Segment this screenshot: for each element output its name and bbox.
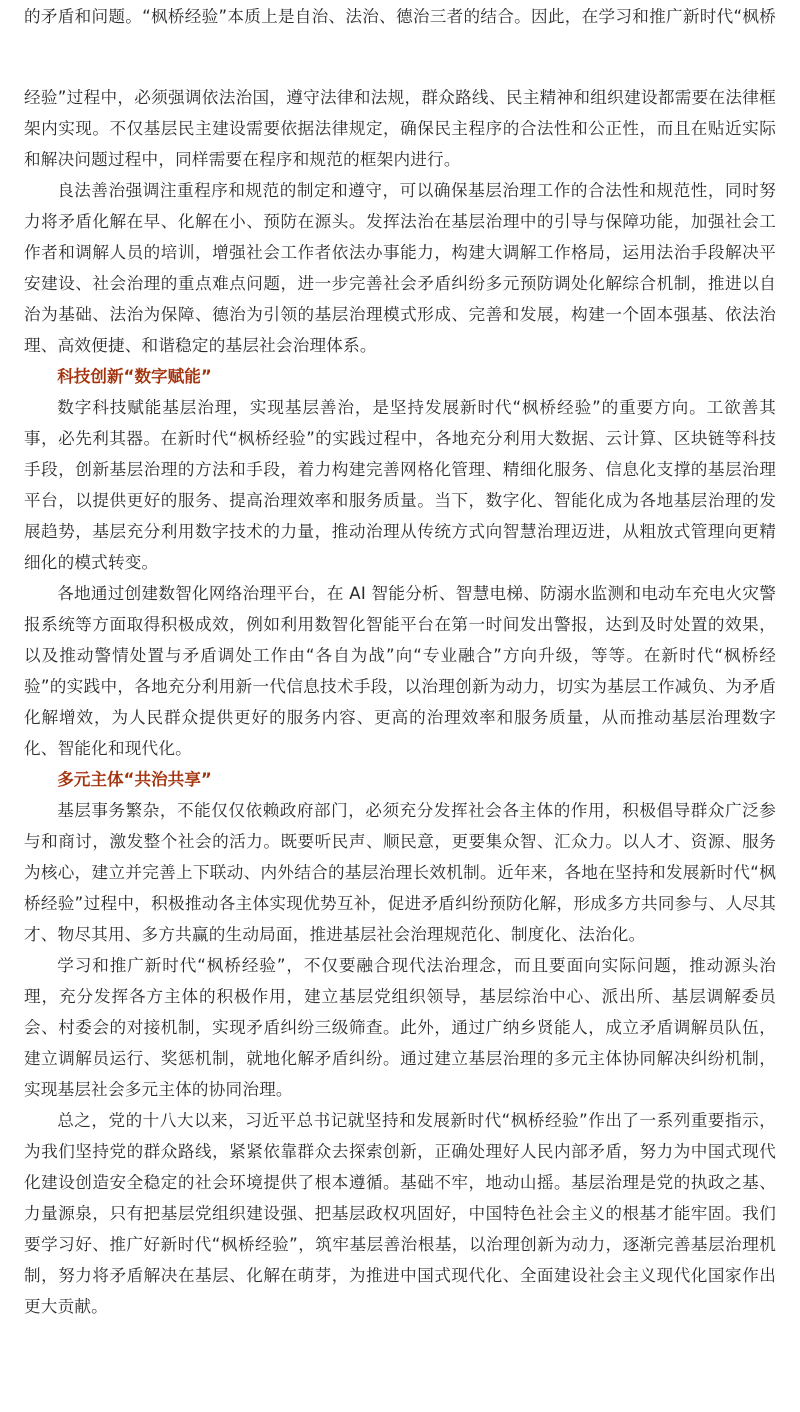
paragraph-conclusion: 总之，党的十八大以来，习近平总书记就坚持和发展新时代“枫桥经验”作出了一系列重要指示，为我们坚持党的群众路线，紧紧依靠群众去探索创新，正确处理好人民内部矛盾，努力为中国式现代化建设创造安全稳定的社会环境提供了根本遵循。基础不牢，地动山摇。基层治理是党的执政之基、力量源泉，只有把基层党组织建设强、把基层政权巩固好，中国特色社会主义的根基才能牢固。我们要学习好、推广好新时代“枫桥经验”，筑牢基层善治根基，以治理创新为动力，逐渐完善基层治理机制，努力将矛盾解决在基层、化解在萌芽，为推进中国式现代化、全面建设社会主义现代化国家作出更大贡献。 <box>24 1111 776 1316</box>
section-heading-co-governance: 多元主体“共治共享” <box>57 770 212 789</box>
paragraph-continuation: 经验”过程中，必须强调依法治国，遵守法律和法规，群众路线、民主精神和组织建设都需要在法律框架内实现。不仅基层民主建设需要依据法律规定，确保民主程序的合法性和公正性，而且在贴近实际和解决问题过程中，同样需要在程序和规范的框架内进行。 <box>24 88 776 169</box>
paragraph-rule-of-law: 良法善治强调注重程序和规范的制定和遵守，可以确保基层治理工作的合法性和规范性，同时努力将矛盾化解在早、化解在小、预防在源头。发挥法治在基层治理中的引导与保障功能，加强社会工作者和调解人员的培训，增强社会工作者依法办事能力，构建大调解工作格局，运用法治手段解决平安建设、社会治理的重点难点问题，进一步完善社会矛盾纠纷多元预防调处化解综合机制，推进以自治为基础、法治为保障、德治为引领的基层治理模式形成、完善和发展，构建一个固本强基、依法治理、高效便捷、和谐稳定的基层社会治理体系。 <box>24 181 776 355</box>
section-heading-digital-empowerment: 科技创新“数字赋能” <box>57 367 212 386</box>
top-fragment-line: 的矛盾和问题。“枫桥经验”本质上是自治、法治、德治三者的结合。因此，在学习和推广新时代“枫桥 <box>24 7 776 26</box>
paragraph-digital-governance: 数字科技赋能基层治理，实现基层善治，是坚持发展新时代“枫桥经验”的重要方向。工欲善其事，必先利其器。在新时代“枫桥经验”的实践过程中，各地充分利用大数据、云计算、区块链等科技手段，创新基层治理的方法和手段，着力构建完善网格化管理、精细化服务、信息化支撑的基层治理平台，以提供更好的服务、提高治理效率和服务质量。当下，数字化、智能化成为各地基层治理的发展趋势，基层充分利用数字技术的力量，推动治理从传统方式向智慧治理迈进，从粗放式管理向更精细化的模式转变。 <box>24 398 776 572</box>
page-gap <box>24 32 776 82</box>
paragraph-smart-platforms: 各地通过创建数智化网络治理平台，在 AI 智能分析、智慧电梯、防溺水监测和电动车充电火灾警报系统等方面取得积极成效，例如利用数智化智能平台在第一时间发出警报，达到及时处置的效果，以及推动警情处置与矛盾调处工作由“各自为战”向“专业融合”方向升级，等等。在新时代“枫桥经验”的实践中，各地充分利用新一代信息技术手段，以治理创新为动力，切实为基层工作减负、为矛盾化解增效，为人民群众提供更好的服务内容、更高的治理效率和服务质量，从而推动基层治理数字化、智能化和现代化。 <box>24 584 776 758</box>
paragraph-source-governance: 学习和推广新时代“枫桥经验”，不仅要融合现代法治理念，而且要面向实际问题，推动源头治理，充分发挥各方主体的积极作用，建立基层党组织领导，基层综治中心、派出所、基层调解委员会、村委会的对接机制，实现矛盾纠纷三级筛查。此外，通过广纳乡贤能人，成立矛盾调解员队伍，建立调解员运行、奖惩机制，就地化解矛盾纠纷。通过建立基层治理的多元主体协同解决纠纷机制，实现基层社会多元主体的协同治理。 <box>24 956 776 1099</box>
paragraph-multi-stakeholder: 基层事务繁杂，不能仅仅依赖政府部门，必须充分发挥社会各主体的作用，积极倡导群众广泛参与和商讨，激发整个社会的活力。既要听民声、顺民意，更要集众智、汇众力。以人才、资源、服务为核心，建立并完善上下联动、内外结合的基层治理长效机制。近年来，各地在坚持和发展新时代“枫桥经验”过程中，积极推动各主体实现优势互补，促进矛盾纠纷预防化解，形成多方共同参与、人尽其才、物尽其用、多方共赢的生动局面，推进基层社会治理规范化、制度化、法治化。 <box>24 801 776 944</box>
document-page <box>24 0 776 1322</box>
